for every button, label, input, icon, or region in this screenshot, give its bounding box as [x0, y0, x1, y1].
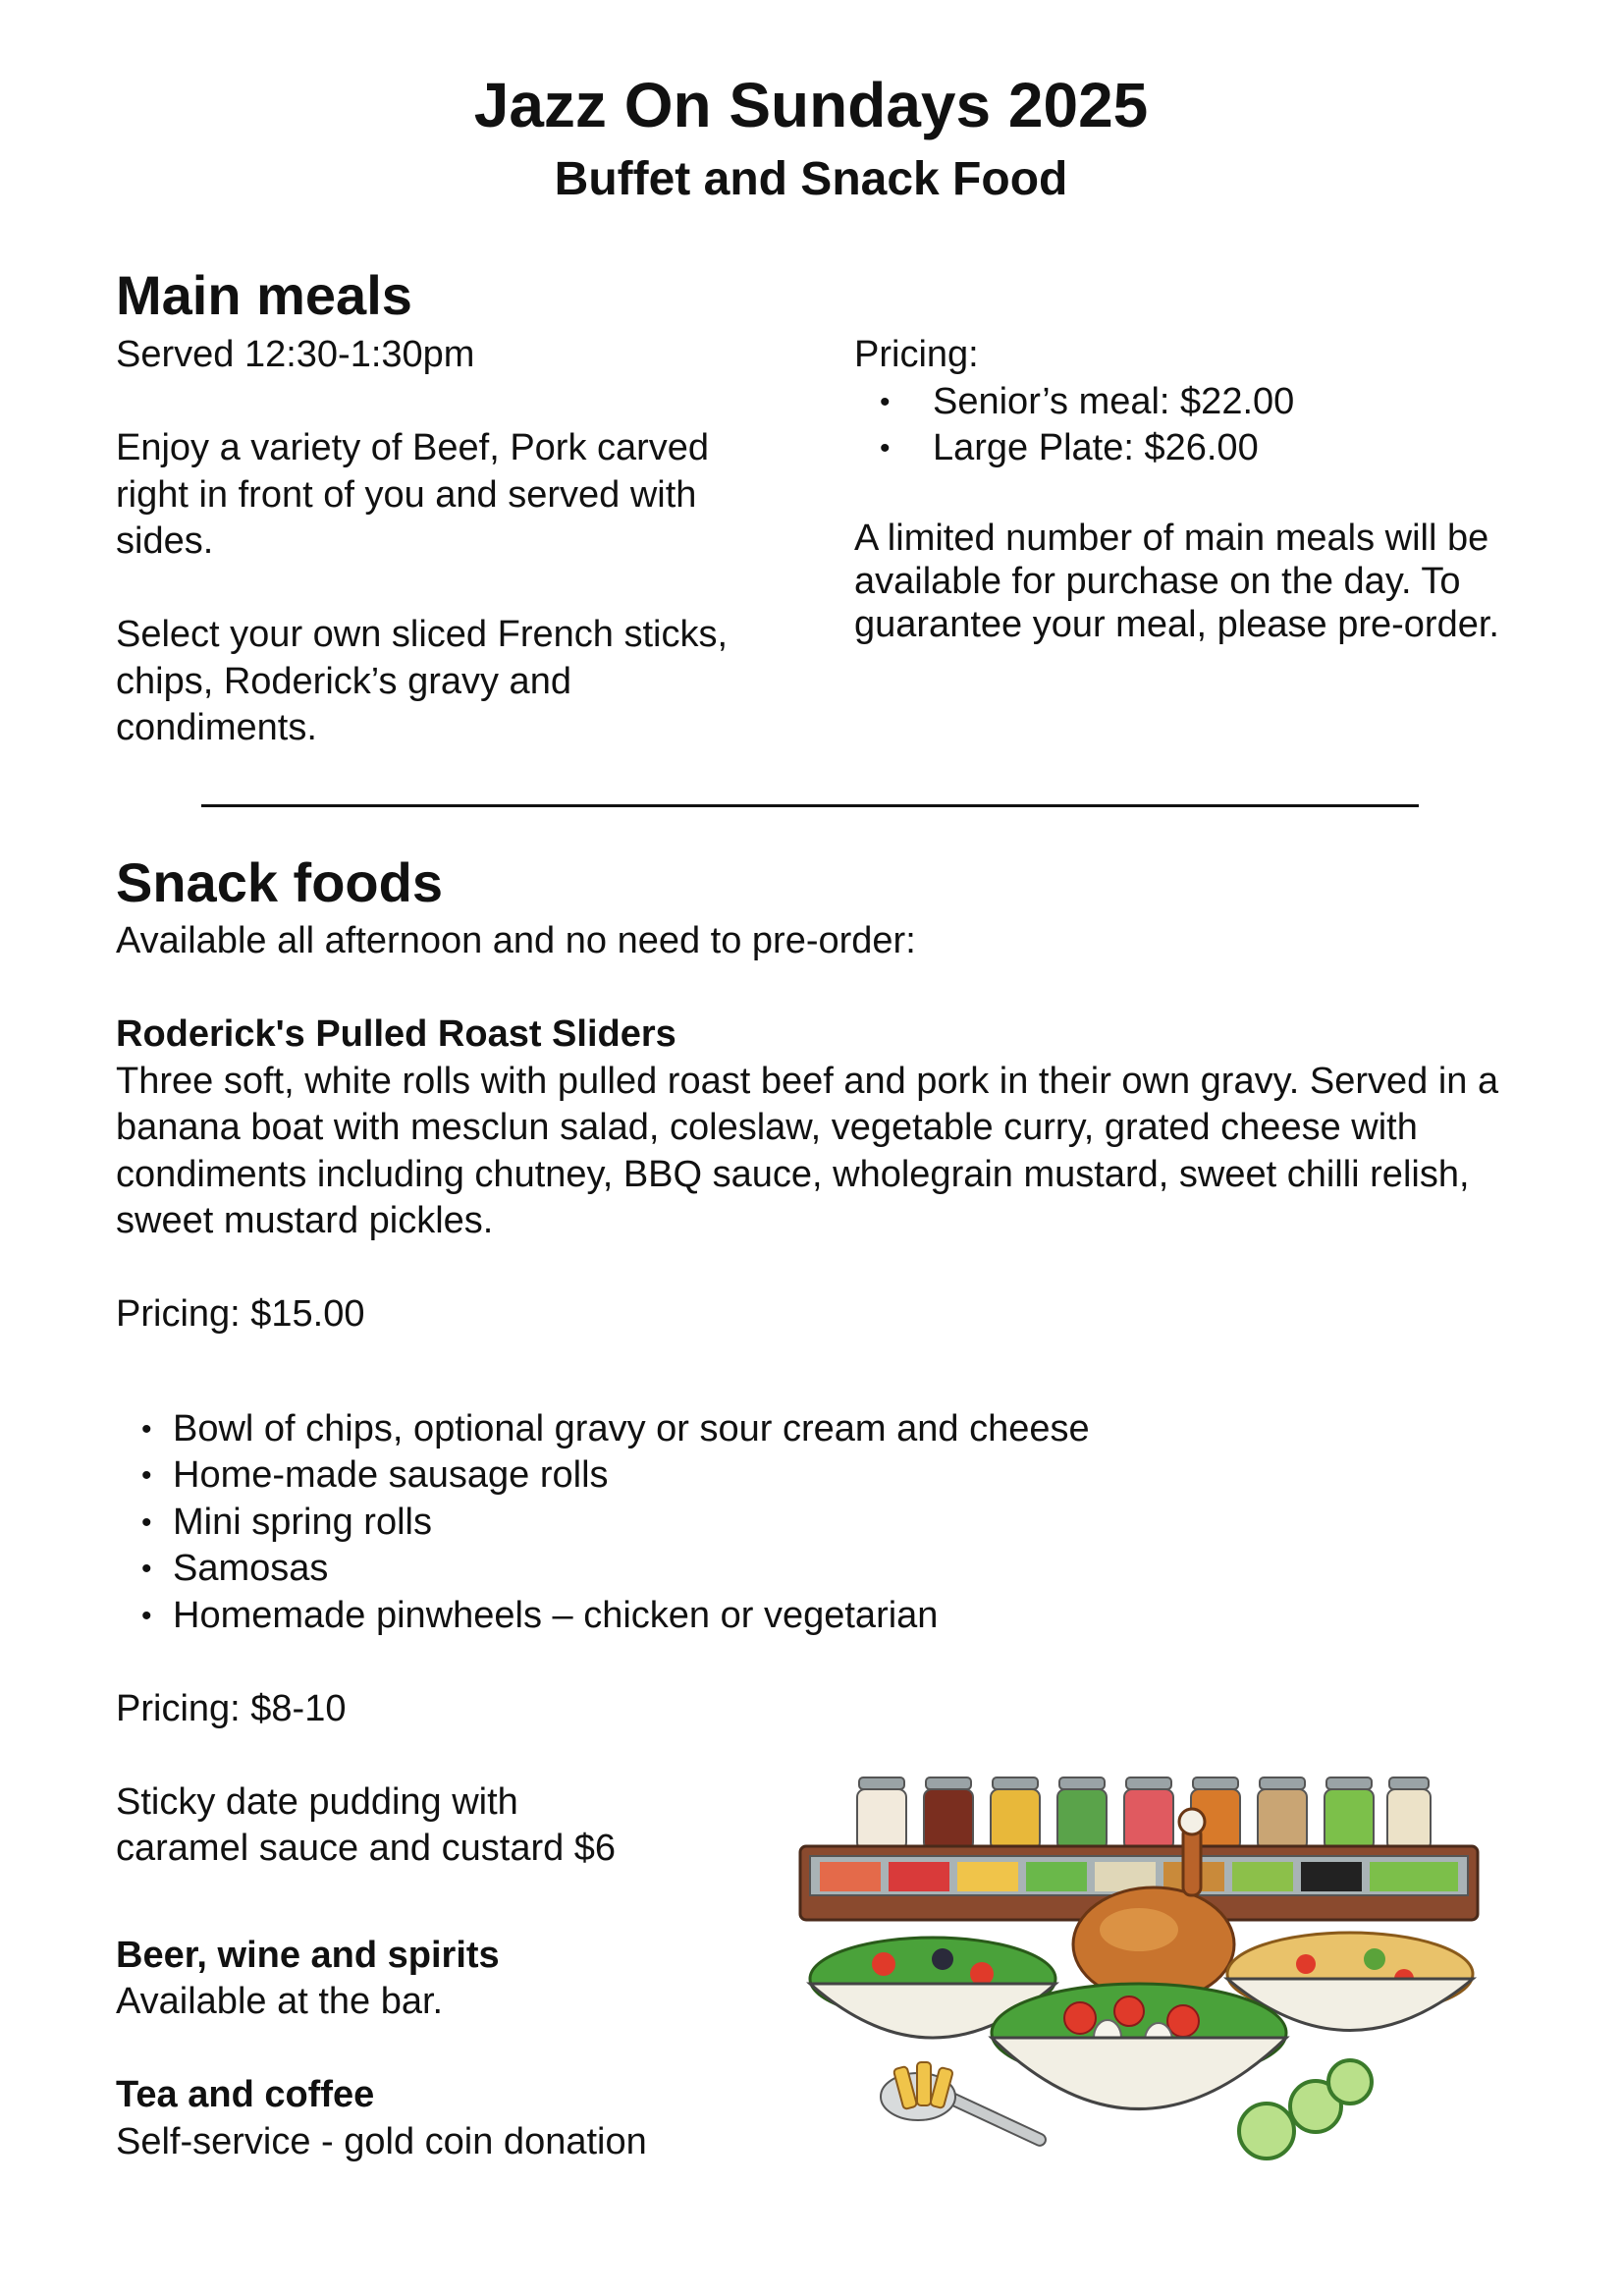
sliders-description: Three soft, white rolls with pulled roast beef and pork in their own gravy. Served in a banana boat with mesclun salad, coleslaw, vegetable curry, grated cheese with condiments including chutney, BBQ sauce, wholegrain mustard, sweet chilli relish, sweet mustard pickles. [116, 1060, 1499, 1241]
buffet-illustration [795, 1768, 1483, 2180]
page-title: Jazz On Sundays 2025 [473, 70, 1149, 140]
main-meals-description: Enjoy a variety of Beef, Pork carved right in front of you and served with sides. [116, 427, 710, 562]
snack-item-spring-rolls: • Mini spring rolls [116, 1500, 1530, 1547]
main-meals-preorder-note: A limited number of main meals will be available for purchase on the day. To guarantee your meal, please pre-order. [854, 517, 1499, 645]
main-meals-served-time: Served 12:30-1:30pm [116, 334, 475, 375]
sliders-pricing: Pricing: $15.00 [116, 1293, 365, 1335]
main-meals-left-column [116, 332, 764, 752]
serving-spoon [881, 2062, 1048, 2148]
section-divider [201, 804, 1419, 807]
pricing-item-large-plate: • Large Plate: $26.00 [854, 425, 1522, 472]
snack-item-chips: • Bowl of chips, optional gravy or sour cream and cheese [116, 1406, 1530, 1453]
drinks-text: Available at the bar. [116, 1981, 444, 2022]
main-meals-self-select: Select your own sliced French sticks, chips, Roderick’s gravy and condiments. [116, 614, 729, 748]
salad-bowl-center [992, 1984, 1286, 2109]
snack-items-pricing: Pricing: $8-10 [116, 1687, 347, 1729]
dessert-line-1: Sticky date pudding with [116, 1780, 518, 1823]
sliders-title: Roderick's Pulled Roast Sliders [116, 1013, 676, 1055]
main-meals-pricing-list [854, 379, 1522, 472]
snack-item-sausage-rolls: • Home-made sausage rolls [116, 1452, 1530, 1500]
spice-jars [857, 1777, 1431, 1850]
main-meals-pricing-label: Pricing: [854, 334, 979, 375]
tea-coffee-title: Tea and coffee [116, 2074, 375, 2115]
main-meals-right-column [854, 332, 1522, 646]
main-meals-heading: Main meals [116, 264, 412, 326]
snack-foods-intro: Available all afternoon and no need to pre-order: [116, 920, 916, 961]
snack-item-pinwheels: • Homemade pinwheels – chicken or vegetarian [116, 1593, 1530, 1640]
cucumber-slices [1239, 2060, 1372, 2159]
snack-items-list [116, 1406, 1530, 1640]
snack-foods-heading: Snack foods [116, 851, 443, 913]
snack-item-samosas: • Samosas [116, 1546, 1530, 1593]
dessert-line-2: caramel sauce and custard $6 [116, 1828, 617, 1869]
tea-coffee-text: Self-service - gold coin donation [116, 2120, 647, 2162]
page-subtitle: Buffet and Snack Food [554, 153, 1068, 205]
drinks-title: Beer, wine and spirits [116, 1934, 500, 1976]
pricing-item-seniors: • Senior’s meal: $22.00 [854, 379, 1522, 426]
